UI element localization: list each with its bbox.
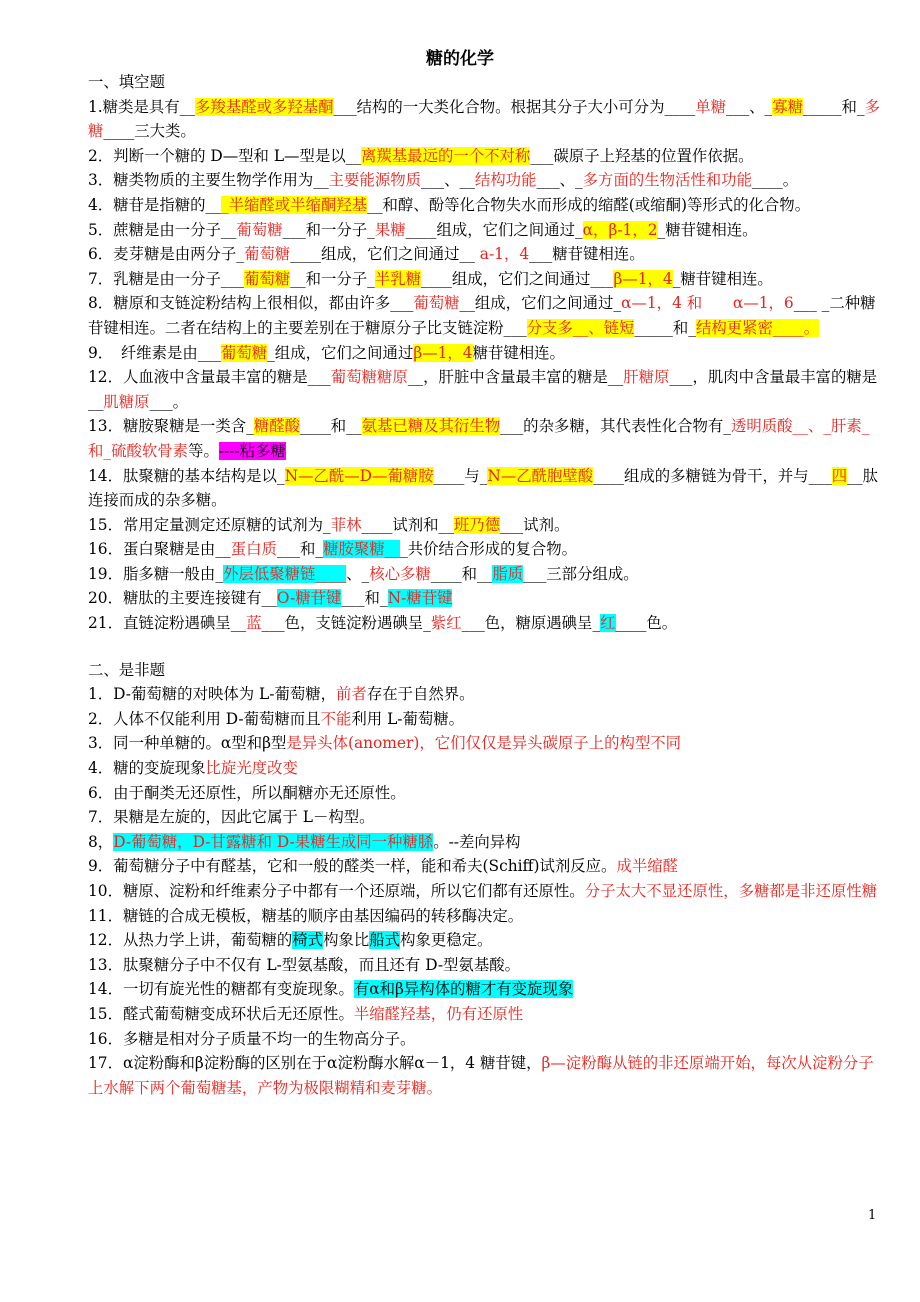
document-body (88, 70, 880, 1100)
text-line (88, 218, 880, 243)
text-line (88, 168, 880, 193)
text-segment: ___试剂。 (500, 515, 570, 534)
answer-text: 红 (600, 614, 616, 633)
answer-text: 结构更紧密____。 (695, 318, 820, 337)
text-line (88, 70, 880, 95)
text-segment: 5．蔗糖是由一分子__ (88, 220, 237, 239)
blank-line (88, 636, 880, 658)
answer-text: 葡萄糖 (220, 343, 268, 362)
text-segment: ___三部分组成。 (523, 564, 639, 583)
text-line (88, 854, 880, 879)
answer-text: 比旋光度改变 (205, 759, 298, 778)
text-line (88, 95, 880, 144)
answer-text: 脂质 (492, 564, 524, 583)
text-segment: 19．脂多糖一般由_ (88, 564, 224, 583)
answer-text: 糖胺聚糖__ (323, 540, 401, 559)
answer-text: 半乳糖 (374, 269, 422, 288)
text-line (88, 193, 880, 218)
text-line (88, 611, 880, 636)
text-segment: 4．糖的变旋现象 (88, 759, 206, 778)
answer-text: 分子太大不显还原性，多糖都是非还原性糖 (584, 882, 878, 900)
text-segment: _____和_ (803, 97, 865, 116)
answer-text: 菲林 (330, 515, 362, 534)
text-line (88, 562, 880, 587)
text-segment: ___。 (149, 392, 189, 411)
answer-text: _半缩醛或半缩酮羟基 (220, 195, 368, 214)
page-number: 1 (868, 1208, 877, 1223)
text-segment: 17．α淀粉酶和β淀粉酶的区别在于α淀粉酶水解α－1，4 糖苷键， (88, 1054, 542, 1073)
text-segment: ____和__ (299, 417, 362, 436)
answer-text: 多糖 (88, 97, 881, 141)
answer-text: 葡萄糖 (413, 294, 460, 313)
text-segment: ___、_ (726, 97, 773, 116)
text-segment: 3．同一种单糖的。α型和β型 (88, 734, 287, 753)
text-segment: ____和__ (430, 564, 493, 583)
answer-text: a-1，4 (479, 245, 530, 264)
text-segment: 11．糖链的合成无模板，糖基的顺序由基因编码的转移酶决定。 (88, 906, 524, 925)
text-segment: ____。 (751, 171, 799, 190)
text-segment: 9．葡萄糖分子中有醛基，它和一般的醛类一样，能和希夫(Schiff)试剂反应。 (88, 857, 617, 876)
text-line (88, 144, 880, 169)
text-segment: 15．常用定量测定还原糖的试剂为_ (88, 515, 331, 534)
answer-text: 氨基已糖及其衍生物 (361, 417, 501, 436)
text-line (88, 242, 880, 267)
answer-text: 葡萄糖糖原 (330, 368, 408, 387)
text-segment: 。--差向异构 (433, 832, 521, 851)
text-line (88, 1002, 880, 1027)
answer-text: 果糖 (374, 220, 406, 239)
text-segment: 存在于自然界。 (366, 685, 475, 704)
text-segment: ___和一分子_ (282, 220, 375, 239)
text-line (88, 464, 880, 513)
text-segment: _糖苷键相连。 (672, 269, 773, 288)
text-segment: ___，肌肉中含量最丰富的糖是__ (88, 368, 878, 411)
text-segment: 6．麦芽糖是由两分子_ (88, 245, 245, 264)
text-line (88, 365, 880, 414)
answer-text: 结构功能 (474, 171, 537, 190)
answer-text: 主要能源物质 (328, 171, 422, 190)
text-line (88, 731, 880, 756)
page-title: 糖的化学 (426, 49, 494, 69)
answer-text: 分支多__、链短 (526, 318, 635, 337)
text-line (88, 1051, 880, 1100)
text-segment: 14．肽聚糖的基本结构是以_ (88, 466, 285, 485)
text-line (88, 537, 880, 562)
text-segment: ____组成，它们之间通过_ (405, 220, 583, 239)
text-segment: 8．糖原和支链淀粉结构上很相似，都由许多___ (88, 294, 414, 313)
text-segment: __组成，它们之间通过_ (459, 294, 622, 313)
text-segment: 二、是非题 (88, 660, 165, 679)
text-line (88, 879, 880, 904)
text-segment: ___和_ (341, 589, 388, 608)
answer-text: 离羰基最远的一个不对称 (361, 146, 531, 165)
text-segment: ___色，支链淀粉遇碘呈_ (261, 614, 431, 633)
text-segment: 20．糖肽的主要连接键有__ (88, 589, 277, 608)
text-line (88, 1027, 880, 1052)
text-segment: 3．糖类物质的主要生物学作用为__ (88, 171, 329, 190)
text-line (88, 830, 880, 855)
text-segment: 一、填空题 (88, 73, 165, 91)
text-segment: ___碳原子上羟基的位置作依据。 (530, 146, 754, 165)
text-line (88, 953, 880, 978)
text-segment: 1.糖类是具有__ (88, 97, 196, 116)
answer-text: β—1，4 (413, 343, 473, 362)
text-line (88, 586, 880, 611)
text-segment: 2．人体不仅能利用 D-葡萄糖而且 (88, 709, 321, 728)
text-segment: 利用 L-葡萄糖。 (351, 709, 465, 728)
text-segment: __肽连接而成的杂多糖。 (88, 466, 878, 510)
answer-text: 肌糖原 (103, 392, 150, 411)
text-segment: 有α和β异构体的糖才有变旋现象 (353, 980, 574, 999)
text-segment: 7．乳糖是由一分子___ (88, 269, 245, 288)
answer-text: β—1，4 (613, 269, 673, 288)
text-line (88, 291, 880, 340)
answer-text: O-糖苷键 (276, 589, 342, 608)
text-segment: ____组成的多糖链为骨干，并与___ (593, 466, 832, 485)
answer-text: 葡萄糖 (244, 269, 291, 288)
text-segment: 21．直链淀粉遇碘呈__ (88, 614, 247, 633)
answer-text: 透明质酸__、_肝素_和_硫酸软骨素 (88, 417, 870, 460)
answer-text: 不能 (320, 709, 352, 728)
text-segment: ___色，糖原遇碘呈_ (461, 614, 601, 633)
answer-text: 成半缩醛 (616, 857, 679, 876)
text-line (88, 805, 880, 830)
answer-text: D-葡萄糖，D-甘露糖和 D-果糖生成同一种糖脎 (113, 832, 434, 851)
text-line (88, 756, 880, 781)
text-segment: 糖苷键相连。 (472, 343, 565, 362)
text-segment: 7．果糖是左旋的，因此它属于 L－构型。 (88, 808, 375, 827)
text-segment: __和醇、酚等化合物失水而形成的缩醛(或缩酮)等形式的化合物。 (367, 195, 811, 214)
text-segment: 2．判断一个糖的 D—型和 L—型是以__ (88, 146, 361, 165)
answer-text: 核心多糖 (369, 564, 431, 583)
text-segment: ____色。 (615, 614, 678, 633)
text-segment: ____试剂和__ (361, 515, 454, 534)
answer-text: 四 (831, 466, 848, 485)
text-line (88, 682, 880, 707)
text-line (88, 707, 880, 732)
text-segment: 船式 (369, 931, 401, 950)
answer-text: 糖醛酸 (253, 417, 300, 436)
text-segment: ____三大类。 (103, 122, 196, 141)
text-segment: ____组成，它们之间通过__ (290, 245, 480, 264)
text-segment: ____组成，它们之间通过___ (421, 269, 614, 288)
text-segment: ___和_ (276, 540, 324, 559)
text-segment: ----粘多糖 (218, 441, 286, 460)
text-segment: __和一分子_ (290, 269, 375, 288)
text-segment: 12．从热力学上讲，葡萄糖的 (88, 931, 293, 950)
text-segment: 12．人血液中含量最丰富的糖是___ (88, 368, 331, 387)
text-segment: __，肝脏中含量最丰富的糖是__ (407, 368, 624, 387)
text-segment: 13．肽聚糖分子中不仅有 L-型氨基酸，而且还有 D-型氨基酸。 (88, 955, 520, 974)
text-segment: ___ _二种糖苷键相连。二者在结构上的主要差别在于糖原分子比支链淀粉___ (88, 294, 876, 337)
text-segment: 9． 纤维素是由___ (88, 343, 221, 362)
answer-text: 班乃德 (453, 515, 501, 534)
answer-text: 蛋白质 (230, 540, 277, 559)
text-segment: _____和_ (634, 318, 696, 337)
text-segment: ____与_ (433, 466, 488, 485)
text-line (88, 904, 880, 929)
text-line (88, 928, 880, 953)
text-line (88, 977, 880, 1002)
text-line (88, 414, 880, 463)
text-segment: 16．多糖是相对分子质量不均一的生物高分子。 (88, 1029, 416, 1048)
text-segment: 16．蛋白聚糖是由__ (88, 540, 231, 559)
answer-text: β—淀粉酶从链的非还原端开始，每次从淀粉分子上水解下两个葡萄糖基，产物为极限糊精和麦芽糖。 (88, 1054, 874, 1097)
text-segment: ___、_ (536, 171, 583, 190)
answer-text: α，β-1，2 (582, 220, 658, 239)
answer-text: N-糖苷键 (387, 589, 453, 608)
answer-text: N—乙酰—D—葡糖胺 (284, 466, 434, 485)
answer-text: 前者 (336, 685, 367, 704)
text-segment: ___的杂多糖，其代表性化合物有_ (500, 417, 731, 436)
text-segment: 1．D-葡萄糖的对映体为 L-葡萄糖， (88, 685, 337, 704)
text-segment: 13．糖胺聚糖是一类含_ (88, 417, 254, 436)
text-segment: 、_ (346, 564, 370, 583)
text-segment: ___、__ (421, 171, 475, 190)
answer-text: 多方面的生物活性和功能 (582, 171, 752, 190)
answer-text: 寡糖 (772, 97, 804, 116)
text-segment: 椅式 (292, 931, 324, 950)
answer-text: α—1，4 和 α—1，6 (621, 294, 794, 313)
text-segment: 4．糖苷是指糖的__ (88, 195, 221, 214)
answer-text: 单糖 (695, 97, 727, 116)
text-segment: 15．醛式葡萄糖变成环状后无还原性。 (88, 1004, 354, 1023)
text-line (88, 513, 880, 538)
text-segment: 等。 (188, 441, 219, 460)
answer-text: 紫红 (430, 614, 462, 633)
text-segment: _共价结合形成的复合物。 (400, 540, 578, 559)
answer-text: 是异头体(anomer)，它们仅仅是异头碳原子上的构型不同 (286, 734, 682, 753)
answer-text: 肝糖原 (623, 368, 670, 387)
answer-text: 葡萄糖 (236, 220, 283, 239)
answer-text: 蓝 (246, 614, 262, 633)
text-segment: _糖苷键相连。 (657, 220, 758, 239)
text-segment: _组成，它们之间通过 (267, 343, 414, 362)
text-segment: ___结构的一大类化合物。根据其分子大小可分为____ (333, 97, 696, 116)
answer-text: 外层低聚糖链____ (223, 564, 347, 583)
text-line (88, 658, 880, 683)
answer-text: 多羧基醛或多羟基酮 (195, 97, 334, 116)
text-segment: 14．一切有旋光性的糖都有变旋现象。 (88, 980, 354, 999)
text-segment: 10．糖原、淀粉和纤维素分子中都有一个还原端，所以它们都有还原性。 (88, 882, 585, 900)
text-segment: 6．由于酮类无还原性，所以酮糖亦无还原性。 (88, 783, 406, 802)
answer-text: 葡萄糖 (244, 245, 291, 264)
text-line (88, 781, 880, 806)
text-segment: 构象更稳定。 (400, 931, 493, 950)
answer-text: N—乙酰胞壁酸 (487, 466, 594, 485)
answer-text: 半缩醛羟基，仍有还原性 (353, 1004, 524, 1023)
text-segment: 8， (88, 832, 114, 851)
text-segment: ___糖苷键相连。 (529, 245, 645, 264)
text-line (88, 341, 880, 366)
text-line (88, 267, 880, 292)
text-segment: 构象比 (323, 931, 370, 950)
